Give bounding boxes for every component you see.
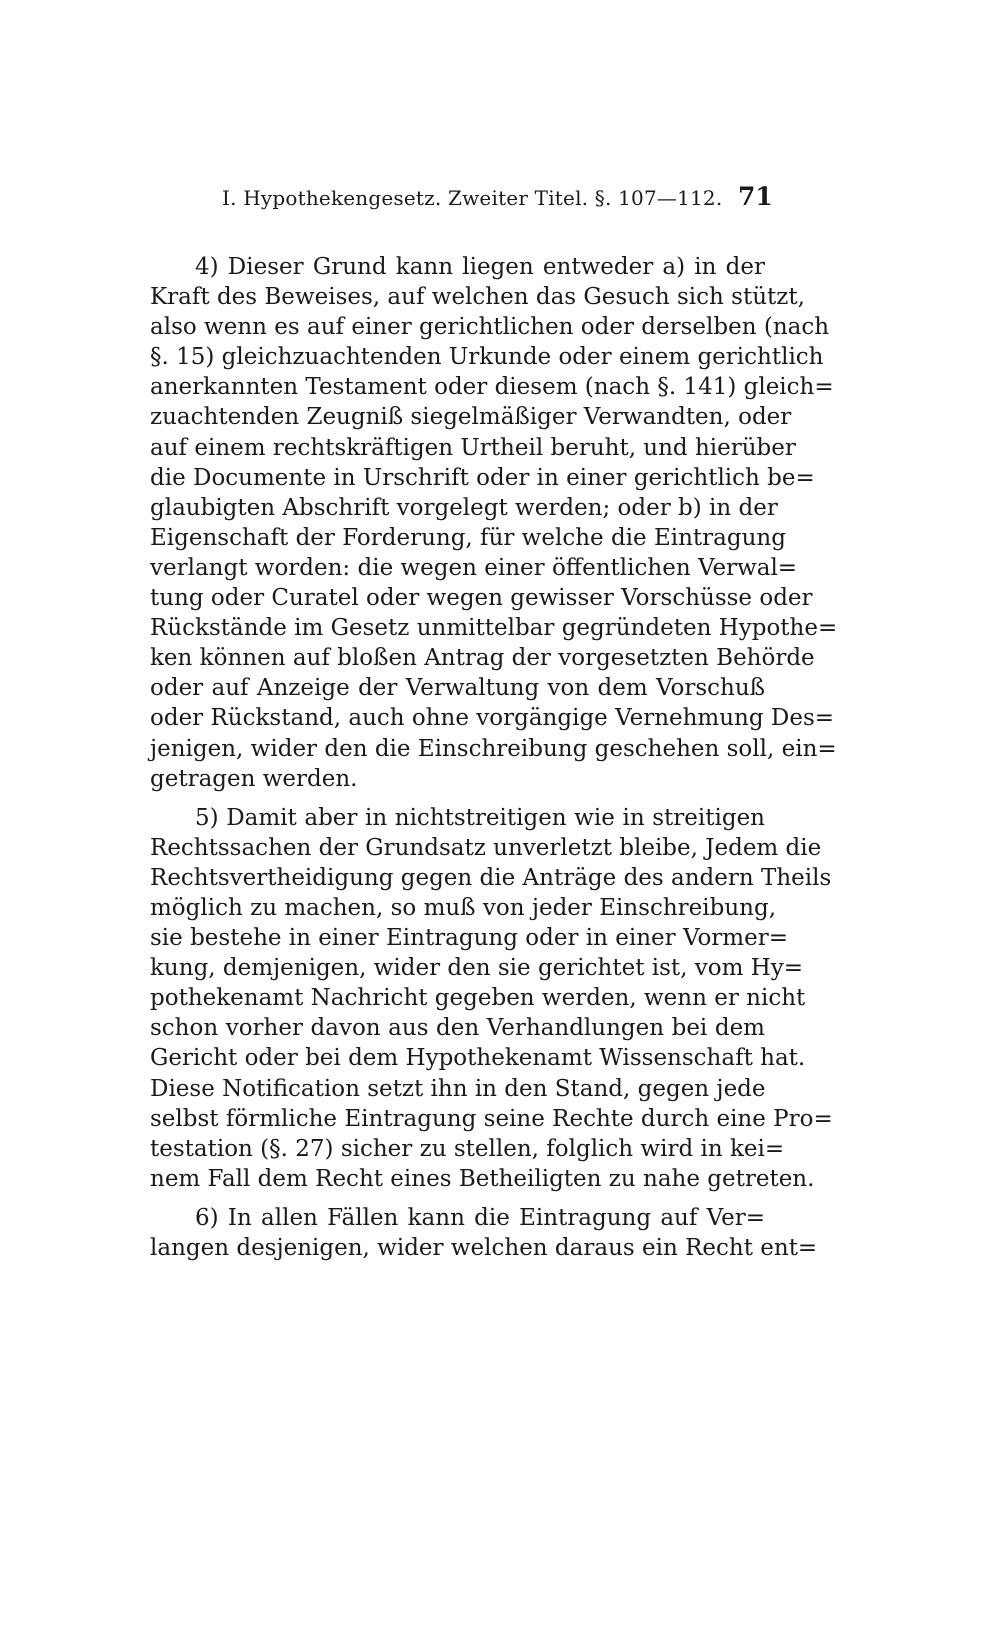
- text-line: langen desjenigen, wider welchen daraus ein Recht ent=: [150, 1235, 818, 1261]
- text-line: Eigenschaft der Forderung, für welche die Eintragung: [150, 524, 786, 551]
- running-head: I. Hypothekengesetz. Zweiter Titel. §. 107—112.: [222, 186, 723, 210]
- text-line: nem Fall dem Recht eines Betheiligten zu nahe getreten.: [150, 1165, 815, 1192]
- text-line: 5) Damit aber in nichtstreitigen wie in streitigen: [195, 804, 765, 831]
- text-line: §. 15) gleichzuachtenden Urkunde oder einem gerichtlich: [150, 344, 824, 371]
- text-line: jenigen, wider den die Einschreibung geschehen soll, ein=: [150, 735, 837, 762]
- text-line: kung, demjenigen, wider den sie gerichtet ist, vom Hy=: [150, 955, 804, 982]
- text-line: Rechtsvertheidigung gegen die Anträge des andern Theils: [150, 864, 832, 891]
- text-line: tung oder Curatel oder wegen gewisser Vorschüsse oder: [150, 585, 813, 612]
- text-line: oder Rückstand, auch ohne vorgängige Vernehmung Des=: [150, 705, 835, 732]
- text-line: anerkannten Testament oder diesem (nach §. 141) gleich=: [150, 374, 834, 401]
- text-line: die Documente in Urschrift oder in einer gerichtlich be=: [150, 464, 815, 491]
- paragraph-6: [150, 1203, 818, 1263]
- text-line: Rückstände im Gesetz unmittelbar gegründeten Hypothe=: [150, 615, 838, 642]
- text-line: auf einem rechtskräftigen Urtheil beruht, und hierüber: [150, 434, 796, 461]
- text-line: 6) In allen Fällen kann die Eintragung auf Ver=: [195, 1204, 765, 1231]
- text-line: Gericht oder bei dem Hypothekenamt Wissenschaft hat.: [150, 1045, 806, 1072]
- text-line: Rechtssachen der Grundsatz unverletzt bleibe, Jedem die: [150, 834, 822, 861]
- text-line: sie bestehe in einer Eintragung oder in einer Vormer=: [150, 925, 788, 952]
- text-line: glaubigten Abschrift vorgelegt werden; oder b) in der: [150, 494, 778, 521]
- text-line: möglich zu machen, so muß von jeder Einschreibung,: [150, 894, 777, 921]
- paragraph-4: [150, 252, 838, 794]
- text-line: ken können auf bloßen Antrag der vorgesetzten Behörde: [150, 645, 815, 672]
- text-line: selbst förmliche Eintragung seine Rechte durch eine Pro=: [150, 1105, 833, 1132]
- text-line: testation (§. 27) sicher zu stellen, folglich wird in kei=: [150, 1135, 785, 1162]
- text-line: Kraft des Beweises, auf welchen das Gesuch sich stützt,: [150, 284, 805, 311]
- text-line: oder auf Anzeige der Verwaltung von dem Vorschuß: [150, 675, 765, 702]
- body-text: [150, 252, 838, 1263]
- page-number: 71: [738, 182, 773, 211]
- text-line: pothekenamt Nachricht gegeben werden, wenn er nicht: [150, 985, 806, 1012]
- text-line: zuachtenden Zeugniß siegelmäßiger Verwandten, oder: [150, 404, 792, 431]
- text-line: also wenn es auf einer gerichtlichen oder derselben (nach: [150, 314, 830, 341]
- text-line: schon vorher davon aus den Verhandlungen bei dem: [150, 1015, 765, 1042]
- text-line: getragen werden.: [150, 765, 358, 792]
- text-line: verlangt worden: die wegen einer öffentlichen Verwal=: [150, 554, 798, 581]
- text-line: Diese Notification setzt ihn in den Stand, gegen jede: [150, 1075, 766, 1102]
- paragraph-5: [150, 803, 833, 1194]
- text-line: 4) Dieser Grund kann liegen entweder a) in der: [195, 254, 765, 280]
